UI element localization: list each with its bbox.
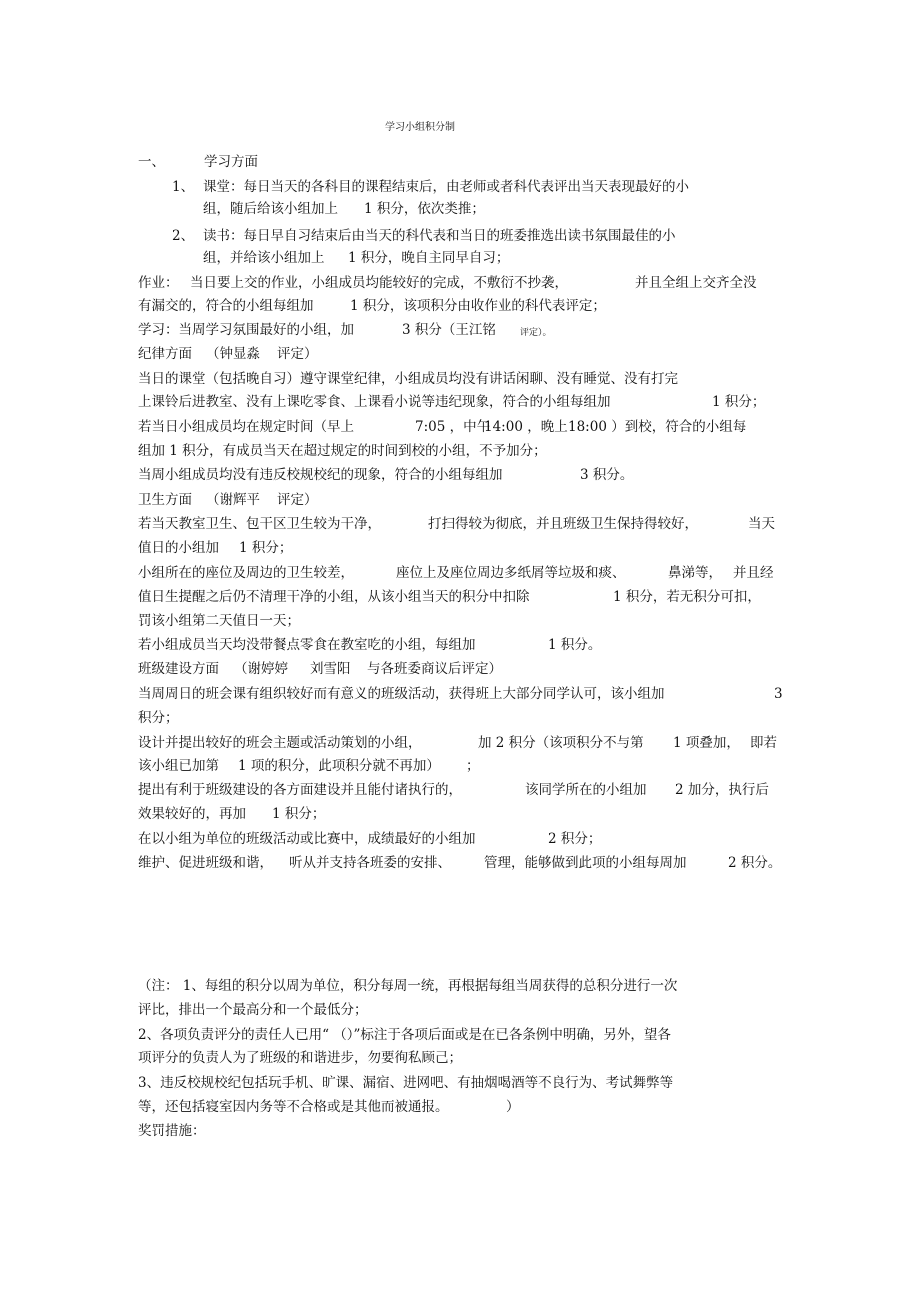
section-2-heading: 纪律方面 (138, 346, 192, 362)
class-p2-line-2a: 该小组已加第 (138, 758, 219, 774)
document-title: 学习小组积分制 (385, 122, 455, 133)
hygiene-p2-line-1a: 小组所在的座位及周边的卫生较差， (138, 565, 354, 581)
item-2-text-line-1: 读书：每日早自习结束后由当天的科代表和当日的班委推选出读书氛围最佳的小 (203, 228, 676, 244)
item-2-number: 2、 (172, 228, 195, 244)
section-1-number: 一、 (138, 154, 165, 170)
discipline-p2-line-1b: 7:05 ，中午 (415, 419, 491, 435)
hygiene-p1-line-1c: 当天 (748, 516, 775, 532)
hygiene-p1-line-2a: 值日的小组加 (138, 540, 219, 556)
hygiene-p2-line-1d: 并且经 (733, 565, 774, 581)
class-p5-line-1d: 2 积分。 (728, 855, 782, 871)
section-3-eval: 评定） (277, 492, 318, 508)
class-p2-line-1c: 1 项叠加， (673, 735, 740, 751)
item-2-text-line-2a: 组，并给该小组加上 (203, 250, 325, 266)
discipline-p2-line-2: 组加 1 积分，有成员当天在超过规定的时间到校的小组，不予加分； (138, 443, 547, 459)
class-p5-line-1c: 管理，能够做到此项的小组每周加 (484, 855, 687, 871)
class-p2-line-1a: 设计并提出较好的班会主题或活动策划的小组， (138, 735, 422, 751)
class-p1-line-2: 积分； (138, 710, 179, 726)
hygiene-p2-line-1b: 座位上及座位周边多纸屑等垃圾和痰、 (396, 565, 626, 581)
hygiene-p1-line-1b: 打扫得较为彻底，并且班级卫生保持得较好， (428, 516, 698, 532)
note-3-line-2a: 等，还包括寝室因内务等不合格或是其他而被通报。 (138, 1099, 449, 1115)
class-p1-line-1a: 当周周日的班会课有组织较好而有意义的班级活动，获得班上大部分同学认可，该小组加 (138, 686, 665, 702)
class-p3-line-2a: 效果较好的，再加 (138, 806, 246, 822)
section-4-heading: 班级建设方面 (138, 661, 219, 677)
section-4-eval: 与各班委商议后评定） (367, 661, 502, 677)
hygiene-p3-line-1b: 1 积分。 (548, 637, 602, 653)
homework-text-1: 当日要上交的作业，小组成员均能较好的完成，不敷衍不抄袭， (190, 275, 568, 291)
section-4-person-1: （谢婷婷 (234, 661, 288, 677)
discipline-p2-line-1c: 14:00 ，晚上 (484, 419, 568, 435)
note-1-line-2: 评比，排出一个最高分和一个最低分； (138, 1002, 368, 1018)
class-p1-line-1b: 3 (774, 686, 783, 702)
study-text-2: 3 积分（王江铭 (402, 322, 496, 338)
class-p5-line-1a: 维护、促进班级和谐， (138, 855, 273, 871)
hygiene-p2-line-3: 罚该小组第二天值日一天； (138, 613, 300, 629)
class-p4-line-1b: 2 积分； (548, 831, 602, 847)
section-4-person-2: 刘雪阳 (310, 661, 351, 677)
homework-text-4: 1 积分，该项积分由收作业的科代表评定； (350, 298, 606, 314)
note-2-line-2: 项评分的负责人为了班级的和谐进步，勿要徇私顾己； (138, 1050, 462, 1066)
discipline-p3-line-1a: 当周小组成员均没有违反校规校纪的现象，符合的小组每组加 (138, 467, 503, 483)
class-p2-line-2b: 1 项的积分，此项积分就不再加） (238, 758, 440, 774)
discipline-p2-line-1a: 若当日小组成员均在规定时间（早上 (138, 419, 354, 435)
hygiene-p2-line-1c: 鼻涕等， (668, 565, 722, 581)
class-p3-line-1a: 提出有利于班级建设的各方面建设并且能付诸执行的， (138, 782, 462, 798)
class-p2-line-2c: ； (466, 758, 480, 774)
hygiene-p1-line-2b: 1 积分； (239, 540, 293, 556)
section-3-person: （谢辉平 (206, 492, 260, 508)
note-2-line-1: 2、各项负责评分的责任人已用“ （）”标注于各项后面或是在已各条例中明确，另外，望各 (138, 1027, 671, 1043)
item-1-text-line-2b: 1 积分，依次类推； (364, 201, 485, 217)
class-p4-line-1a: 在以小组为单位的班级活动或比赛中，成绩最好的小组加 (138, 831, 476, 847)
section-1-heading: 学习方面 (204, 154, 258, 170)
discipline-p3-line-1b: 3 积分。 (580, 467, 634, 483)
section-3-heading: 卫生方面 (138, 492, 192, 508)
note-3-line-1: 3、违反校规校纪包括玩手机、旷课、漏宿、进网吧、有抽烟喝酒等不良行为、考试舞弊等 (138, 1075, 674, 1091)
hygiene-p2-line-2b: 1 积分，若无积分可扣， (613, 589, 761, 605)
hygiene-p2-line-2a: 值日生提醒之后仍不清理干净的小组，从该小组当天的积分中扣除 (138, 589, 530, 605)
discipline-p1-line-1: 当日的课堂（包括晚自习）遵守课堂纪律，小组成员均没有讲话闲聊、没有睡觉、没有打完 (138, 371, 678, 387)
discipline-p1-line-2b: 1 积分； (712, 394, 766, 410)
class-p3-line-1b: 该同学所在的小组加 (525, 782, 647, 798)
study-text-3: 评定）。 (520, 328, 552, 338)
hygiene-p1-line-1a: 若当天教室卫生、包干区卫生较为干净， (138, 516, 381, 532)
section-2-person: （钟显淼 (206, 346, 260, 362)
class-p3-line-1c: 2 加分，执行后 (675, 782, 769, 798)
class-p2-line-1b: 加 2 积分（该项积分不与第 (478, 735, 644, 751)
section-2-eval: 评定） (277, 346, 318, 362)
study-text-1: 学习：当周学习氛围最好的小组，加 (138, 322, 354, 338)
note-1-line-1: （注： 1、每组的积分以周为单位，积分每周一统，再根据每组当周获得的总积分进行一次 (138, 978, 678, 994)
item-1-text-line-1: 课堂：每日当天的各科目的课程结束后，由老师或者科代表评出当天表现最好的小 (203, 179, 689, 195)
discipline-p1-line-2a: 上课铃后进教室、没有上课吃零食、上课看小说等违纪现象，符合的小组每组加 (138, 394, 611, 410)
item-1-number: 1、 (172, 179, 195, 195)
item-1-text-line-2a: 组，随后给该小组加上 (203, 201, 338, 217)
homework-text-3: 有漏交的，符合的小组每组加 (138, 298, 314, 314)
class-p3-line-2b: 1 积分； (272, 806, 326, 822)
item-2-text-line-2b: 1 积分，晚自主同早自习； (348, 250, 510, 266)
class-p2-line-1d: 即若 (750, 735, 777, 751)
discipline-p2-line-1d: 18:00 ）到校，符合的小组每 (568, 419, 747, 435)
hygiene-p3-line-1a: 若小组成员当天均没带餐点零食在教室吃的小组，每组加 (138, 637, 476, 653)
note-3-line-2b: ） (506, 1099, 520, 1115)
homework-text-2: 并且全组上交齐全没 (635, 275, 757, 291)
reward-measures-heading: 奖罚措施： (138, 1123, 206, 1139)
class-p5-line-1b: 听从并支持各班委的安排、 (289, 855, 451, 871)
homework-label: 作业： (138, 275, 179, 291)
